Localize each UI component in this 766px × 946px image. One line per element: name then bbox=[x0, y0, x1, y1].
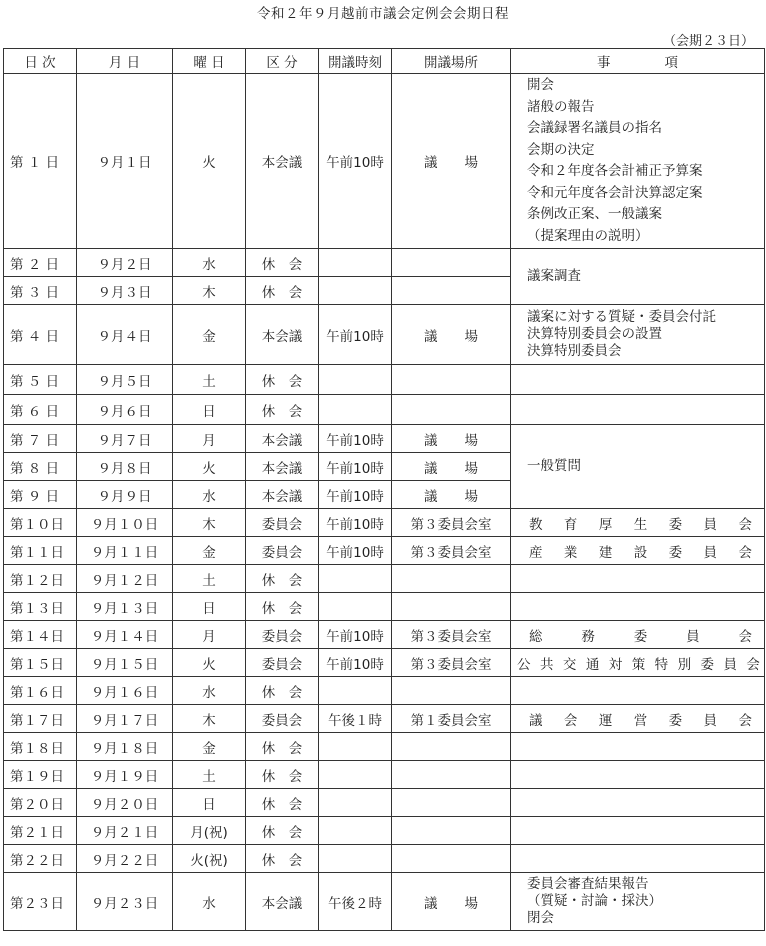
char: 策 bbox=[631, 656, 646, 673]
time-cell: 午後１時 bbox=[319, 705, 392, 733]
weekday-cell: 木 bbox=[173, 509, 246, 537]
weekday-cell: 土 bbox=[173, 565, 246, 593]
type-cell: 本会議 bbox=[246, 453, 319, 481]
char: 育 bbox=[563, 516, 578, 533]
matter-cell bbox=[511, 365, 765, 395]
char: 生 bbox=[633, 516, 648, 533]
char: 別 bbox=[677, 656, 692, 673]
date-cell: ９月３日 bbox=[77, 277, 173, 305]
type-cell: 休 会 bbox=[246, 593, 319, 621]
date-cell: ９月６日 bbox=[77, 395, 173, 425]
weekday-cell: 金 bbox=[173, 305, 246, 365]
date-cell: ９月８日 bbox=[77, 453, 173, 481]
table-row bbox=[4, 873, 765, 931]
weekday-cell: 水 bbox=[173, 873, 246, 931]
committee-name bbox=[529, 541, 752, 561]
day-cell: 第２２日 bbox=[4, 845, 77, 873]
char: 運 bbox=[598, 712, 613, 729]
date-cell: ９月１０日 bbox=[77, 509, 173, 537]
place-cell bbox=[392, 395, 511, 425]
char: 対 bbox=[608, 656, 623, 673]
day-cell: 第２１日 bbox=[4, 817, 77, 845]
table-row bbox=[4, 74, 765, 249]
matter-cell bbox=[511, 249, 765, 305]
date-cell: ９月１２日 bbox=[77, 565, 173, 593]
type-cell: 休 会 bbox=[246, 365, 319, 395]
time-cell: 午後２時 bbox=[319, 873, 392, 931]
type-cell: 休 会 bbox=[246, 761, 319, 789]
day-cell: 第１９日 bbox=[4, 761, 77, 789]
char: 建 bbox=[598, 544, 613, 561]
weekday-cell: 日 bbox=[173, 593, 246, 621]
date-cell: ９月１９日 bbox=[77, 761, 173, 789]
time-cell bbox=[319, 761, 392, 789]
char: 通 bbox=[585, 656, 600, 673]
place-cell: 第３委員会室 bbox=[392, 537, 511, 565]
matter-cell bbox=[511, 873, 765, 931]
place-cell: 議 場 bbox=[392, 453, 511, 481]
char: 公 bbox=[517, 656, 531, 673]
table-row bbox=[4, 649, 765, 677]
time-cell bbox=[319, 593, 392, 621]
matter-line: 開会 bbox=[527, 77, 554, 93]
time-cell: 午前10時 bbox=[319, 537, 392, 565]
type-cell: 休 会 bbox=[246, 817, 319, 845]
time-cell: 午前10時 bbox=[319, 74, 392, 249]
type-cell: 休 会 bbox=[246, 277, 319, 305]
table-row bbox=[4, 305, 765, 365]
char: 会 bbox=[738, 544, 752, 561]
char: 産 bbox=[529, 544, 543, 561]
type-cell: 休 会 bbox=[246, 733, 319, 761]
char: 会 bbox=[738, 712, 752, 729]
day-cell: 第１５日 bbox=[4, 649, 77, 677]
header-row bbox=[4, 49, 765, 74]
time-cell bbox=[319, 395, 392, 425]
date-cell: ９月１７日 bbox=[77, 705, 173, 733]
char: 教 bbox=[529, 516, 543, 533]
matter-cell bbox=[511, 537, 765, 565]
committee-name bbox=[529, 709, 752, 729]
weekday-cell: 日 bbox=[173, 395, 246, 425]
table-row bbox=[4, 249, 765, 277]
day-cell: 第１１日 bbox=[4, 537, 77, 565]
char: 委 bbox=[668, 712, 683, 729]
place-cell: 議 場 bbox=[392, 481, 511, 509]
place-cell bbox=[392, 249, 511, 277]
matter-line: 決算特別委員会 bbox=[527, 343, 622, 359]
place-cell: 第１委員会室 bbox=[392, 705, 511, 733]
header-weekday: 曜 日 bbox=[173, 49, 246, 74]
table-row bbox=[4, 593, 765, 621]
header-type: 区 分 bbox=[246, 49, 319, 74]
day-cell: 第 ８ 日 bbox=[4, 453, 77, 481]
matter-cell bbox=[511, 74, 765, 249]
date-cell: ９月２２日 bbox=[77, 845, 173, 873]
char: 務 bbox=[581, 628, 595, 645]
time-cell bbox=[319, 733, 392, 761]
table-row bbox=[4, 425, 765, 453]
matter-line: 令和２年度各会計補正予算案 bbox=[527, 163, 703, 179]
table-row bbox=[4, 733, 765, 761]
table-row bbox=[4, 565, 765, 593]
header-date: 月 日 bbox=[77, 49, 173, 74]
time-cell: 午前10時 bbox=[319, 425, 392, 453]
char: 委 bbox=[700, 656, 714, 673]
char: 会 bbox=[563, 712, 578, 729]
weekday-cell: 木 bbox=[173, 277, 246, 305]
type-cell: 委員会 bbox=[246, 649, 319, 677]
char: 員 bbox=[703, 712, 718, 729]
weekday-cell: 火 bbox=[173, 74, 246, 249]
char: 員 bbox=[686, 628, 700, 645]
day-cell: 第１０日 bbox=[4, 509, 77, 537]
day-cell: 第１７日 bbox=[4, 705, 77, 733]
matter-line: 決算特別委員会の設置 bbox=[527, 326, 662, 342]
header-place: 開議場所 bbox=[392, 49, 511, 74]
table-row bbox=[4, 509, 765, 537]
matter-line: 委員会審査結果報告 bbox=[527, 876, 649, 892]
matter-cell bbox=[511, 593, 765, 621]
header-time: 開議時刻 bbox=[319, 49, 392, 74]
date-cell: ９月１４日 bbox=[77, 621, 173, 649]
char: 委 bbox=[668, 544, 683, 561]
time-cell: 午前10時 bbox=[319, 649, 392, 677]
matter-cell bbox=[511, 395, 765, 425]
place-cell bbox=[392, 817, 511, 845]
time-cell bbox=[319, 565, 392, 593]
matter-line: 会期の決定 bbox=[527, 141, 595, 158]
type-cell: 委員会 bbox=[246, 537, 319, 565]
committee-name bbox=[529, 625, 752, 645]
weekday-cell: 土 bbox=[173, 761, 246, 789]
type-cell: 休 会 bbox=[246, 565, 319, 593]
place-cell: 議 場 bbox=[392, 873, 511, 931]
weekday-cell: 月 bbox=[173, 621, 246, 649]
time-cell bbox=[319, 677, 392, 705]
type-cell: 休 会 bbox=[246, 789, 319, 817]
matter-cell bbox=[511, 425, 765, 509]
date-cell: ９月１日 bbox=[77, 74, 173, 249]
day-cell: 第 ５ 日 bbox=[4, 365, 77, 395]
matter-text: 一般質問 bbox=[527, 457, 581, 474]
date-cell: ９月２３日 bbox=[77, 873, 173, 931]
date-cell: ９月１３日 bbox=[77, 593, 173, 621]
place-cell bbox=[392, 277, 511, 305]
char: 総 bbox=[529, 628, 543, 645]
date-cell: ９月１８日 bbox=[77, 733, 173, 761]
date-cell: ９月１１日 bbox=[77, 537, 173, 565]
day-cell: 第１２日 bbox=[4, 565, 77, 593]
table-row bbox=[4, 365, 765, 395]
matter-cell bbox=[511, 305, 765, 365]
matter-cell bbox=[511, 565, 765, 593]
date-cell: ９月２日 bbox=[77, 249, 173, 277]
char: 営 bbox=[633, 712, 648, 729]
place-cell bbox=[392, 845, 511, 873]
matter-cell bbox=[511, 677, 765, 705]
type-cell: 本会議 bbox=[246, 305, 319, 365]
char: 会 bbox=[738, 516, 752, 533]
schedule-table bbox=[3, 48, 765, 931]
date-cell: ９月１５日 bbox=[77, 649, 173, 677]
place-cell: 議 場 bbox=[392, 74, 511, 249]
table-row bbox=[4, 817, 765, 845]
weekday-cell: 火 bbox=[173, 649, 246, 677]
committee-name bbox=[529, 513, 752, 533]
type-cell: 委員会 bbox=[246, 509, 319, 537]
place-cell: 第３委員会室 bbox=[392, 621, 511, 649]
time-cell: 午前10時 bbox=[319, 509, 392, 537]
matter-line: （提案理由の説明） bbox=[527, 227, 649, 244]
day-cell: 第１６日 bbox=[4, 677, 77, 705]
time-cell: 午前10時 bbox=[319, 621, 392, 649]
day-cell: 第 ９ 日 bbox=[4, 481, 77, 509]
header-matter: 事 項 bbox=[511, 49, 765, 74]
day-cell: 第 ２ 日 bbox=[4, 249, 77, 277]
type-cell: 本会議 bbox=[246, 74, 319, 249]
day-cell: 第 ７ 日 bbox=[4, 425, 77, 453]
char: 員 bbox=[703, 544, 718, 561]
char: 設 bbox=[633, 544, 648, 561]
session-period: （会期２３日） bbox=[662, 34, 754, 49]
weekday-cell: 月(祝) bbox=[173, 817, 246, 845]
weekday-cell: 日 bbox=[173, 789, 246, 817]
type-cell: 委員会 bbox=[246, 621, 319, 649]
schedule-body bbox=[4, 74, 765, 931]
time-cell bbox=[319, 817, 392, 845]
place-cell bbox=[392, 365, 511, 395]
char: 共 bbox=[539, 656, 554, 673]
day-cell: 第１３日 bbox=[4, 593, 77, 621]
type-cell: 休 会 bbox=[246, 395, 319, 425]
weekday-cell: 火(祝) bbox=[173, 845, 246, 873]
type-cell: 委員会 bbox=[246, 705, 319, 733]
time-cell: 午前10時 bbox=[319, 305, 392, 365]
matter-cell bbox=[511, 845, 765, 873]
time-cell: 午前10時 bbox=[319, 453, 392, 481]
day-cell: 第１８日 bbox=[4, 733, 77, 761]
matter-line: 閉会 bbox=[527, 910, 554, 926]
char: 議 bbox=[529, 712, 543, 729]
char: 交 bbox=[562, 656, 577, 673]
char: 員 bbox=[703, 516, 718, 533]
time-cell bbox=[319, 845, 392, 873]
place-cell bbox=[392, 733, 511, 761]
matter-line: 条例改正案、一般議案 bbox=[527, 206, 662, 222]
table-row bbox=[4, 845, 765, 873]
char: 員 bbox=[723, 656, 737, 673]
matter-cell bbox=[511, 621, 765, 649]
date-cell: ９月７日 bbox=[77, 425, 173, 453]
place-cell: 第３委員会室 bbox=[392, 509, 511, 537]
matter-text: 議案調査 bbox=[527, 267, 581, 284]
matter-cell bbox=[511, 649, 765, 677]
place-cell bbox=[392, 593, 511, 621]
type-cell: 休 会 bbox=[246, 249, 319, 277]
matter-line: （質疑・討論・採決） bbox=[527, 893, 662, 909]
time-cell: 午前10時 bbox=[319, 481, 392, 509]
place-cell: 議 場 bbox=[392, 305, 511, 365]
date-cell: ９月９日 bbox=[77, 481, 173, 509]
time-cell bbox=[319, 277, 392, 305]
char: 特 bbox=[654, 656, 669, 673]
weekday-cell: 金 bbox=[173, 733, 246, 761]
matter-cell bbox=[511, 761, 765, 789]
weekday-cell: 月 bbox=[173, 425, 246, 453]
char: 委 bbox=[668, 516, 683, 533]
char: 業 bbox=[563, 544, 578, 561]
place-cell bbox=[392, 789, 511, 817]
type-cell: 休 会 bbox=[246, 845, 319, 873]
table-row bbox=[4, 621, 765, 649]
date-cell: ９月４日 bbox=[77, 305, 173, 365]
table-row bbox=[4, 761, 765, 789]
time-cell bbox=[319, 789, 392, 817]
weekday-cell: 水 bbox=[173, 249, 246, 277]
weekday-cell: 水 bbox=[173, 481, 246, 509]
char: 会 bbox=[746, 656, 760, 673]
matter-line: 会議録署名議員の指名 bbox=[527, 120, 662, 136]
matter-line: 諸般の報告 bbox=[527, 98, 595, 115]
weekday-cell: 水 bbox=[173, 677, 246, 705]
day-cell: 第 １ 日 bbox=[4, 74, 77, 249]
header-day: 日 次 bbox=[4, 49, 77, 74]
matter-cell bbox=[511, 733, 765, 761]
place-cell bbox=[392, 677, 511, 705]
char: 厚 bbox=[598, 516, 613, 533]
day-cell: 第 ４ 日 bbox=[4, 305, 77, 365]
time-cell bbox=[319, 365, 392, 395]
committee-name bbox=[517, 653, 760, 673]
weekday-cell: 金 bbox=[173, 537, 246, 565]
day-cell: 第１４日 bbox=[4, 621, 77, 649]
place-cell bbox=[392, 565, 511, 593]
day-cell: 第 ３ 日 bbox=[4, 277, 77, 305]
time-cell bbox=[319, 249, 392, 277]
date-cell: ９月２０日 bbox=[77, 789, 173, 817]
document-title: 令和２年９月越前市議会定例会会期日程 bbox=[257, 6, 509, 22]
place-cell bbox=[392, 761, 511, 789]
date-cell: ９月５日 bbox=[77, 365, 173, 395]
type-cell: 本会議 bbox=[246, 425, 319, 453]
place-cell: 議 場 bbox=[392, 425, 511, 453]
char: 会 bbox=[738, 628, 752, 645]
matter-cell bbox=[511, 817, 765, 845]
type-cell: 休 会 bbox=[246, 677, 319, 705]
table-row bbox=[4, 537, 765, 565]
day-cell: 第２３日 bbox=[4, 873, 77, 931]
matter-cell bbox=[511, 509, 765, 537]
matter-line: 議案に対する質疑・委員会付託 bbox=[527, 309, 716, 325]
table-row bbox=[4, 395, 765, 425]
date-cell: ９月１６日 bbox=[77, 677, 173, 705]
table-row bbox=[4, 789, 765, 817]
day-cell: 第２０日 bbox=[4, 789, 77, 817]
type-cell: 本会議 bbox=[246, 873, 319, 931]
table-row bbox=[4, 705, 765, 733]
table-row bbox=[4, 677, 765, 705]
date-cell: ９月２１日 bbox=[77, 817, 173, 845]
type-cell: 本会議 bbox=[246, 481, 319, 509]
weekday-cell: 木 bbox=[173, 705, 246, 733]
weekday-cell: 土 bbox=[173, 365, 246, 395]
place-cell: 第３委員会室 bbox=[392, 649, 511, 677]
day-cell: 第 ６ 日 bbox=[4, 395, 77, 425]
char: 委 bbox=[633, 628, 648, 645]
matter-cell bbox=[511, 705, 765, 733]
matter-line: 令和元年度各会計決算認定案 bbox=[527, 184, 703, 201]
weekday-cell: 火 bbox=[173, 453, 246, 481]
matter-cell bbox=[511, 789, 765, 817]
